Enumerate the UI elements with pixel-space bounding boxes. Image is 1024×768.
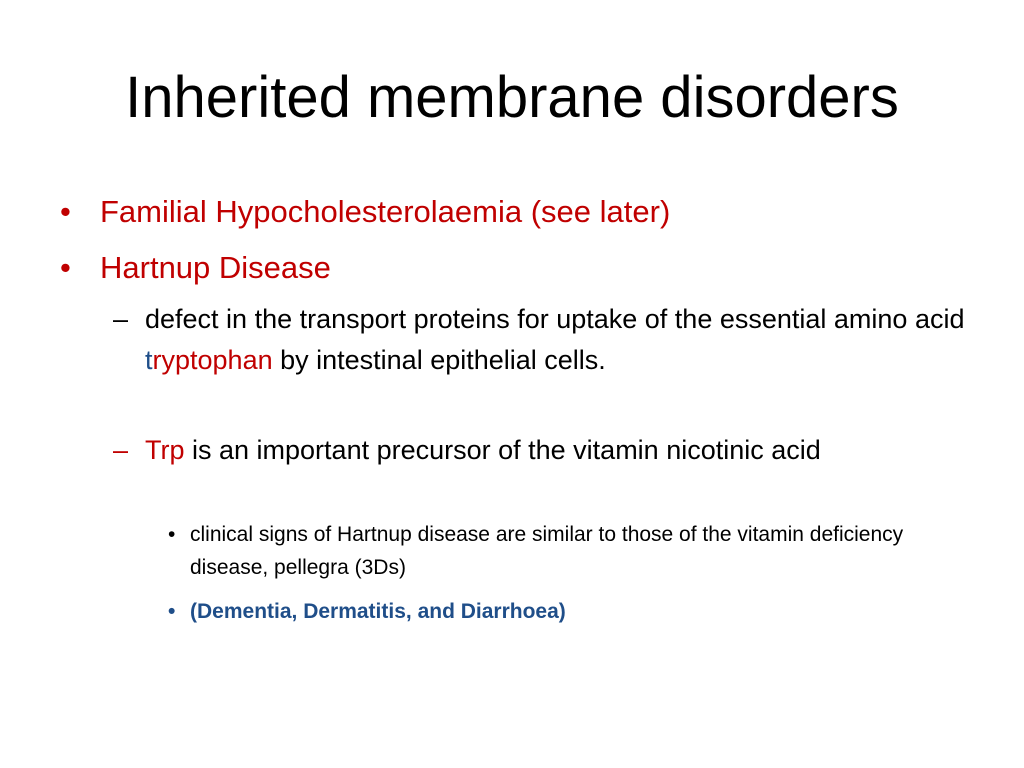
sub-sub-item-text: clinical signs of Hartnup disease are similar to those of the vitamin deficiency disease, pellegra (3Ds)	[190, 523, 904, 579]
sub-item-transport-defect	[113, 299, 975, 381]
sub-sub-item-text: (Dementia, Dermatitis, and Diarrhoea)	[190, 600, 566, 623]
highlight-trp: Trp	[145, 435, 185, 465]
bullet-familial-hypocholesterolaemia	[60, 193, 980, 231]
dash-marker: –	[113, 435, 129, 465]
bullet-marker: •	[60, 250, 71, 285]
highlight-t: t	[145, 345, 153, 375]
sub-item-text-after: is an important precursor of the vitamin nicotinic acid	[184, 435, 821, 465]
highlight-tryptophan: ryptophan	[152, 345, 273, 375]
sub-sub-item-clinical-signs	[168, 518, 970, 584]
bullet-marker: •	[60, 194, 71, 229]
dash-marker: –	[113, 304, 129, 334]
slide-title: Inherited membrane disorders	[125, 65, 899, 130]
bullet-hartnup-disease	[60, 249, 980, 287]
sub-item-text: defect in the transport proteins for uptake of the essential amino acid	[145, 304, 965, 334]
bullet-marker: •	[168, 600, 176, 623]
sub-sub-item-3ds	[168, 595, 970, 628]
bullet-marker: •	[168, 523, 176, 546]
bullet-text: Familial Hypocholesterolaemia (see later)	[100, 194, 671, 229]
bullet-text: Hartnup Disease	[100, 250, 331, 285]
sub-item-trp-precursor	[113, 430, 975, 471]
sub-item-text-after: by intestinal epithelial cells.	[272, 345, 606, 375]
